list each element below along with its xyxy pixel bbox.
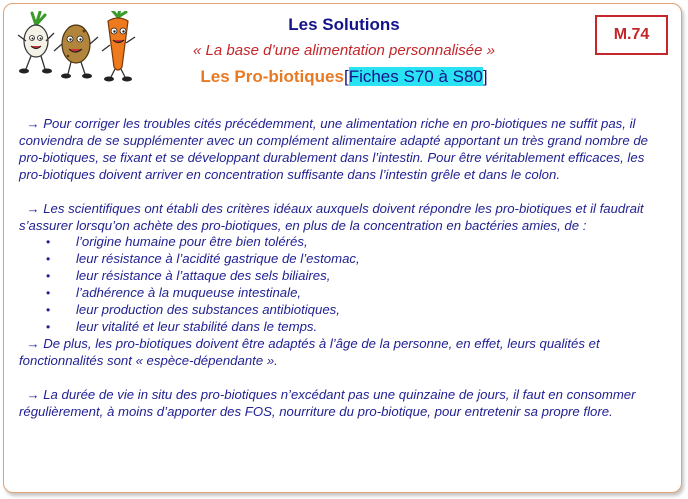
list-item: • leur production des substances antibiotiques, bbox=[46, 302, 340, 318]
fiches-reference: Fiches S70 à S80 bbox=[348, 67, 483, 86]
page-subtitle: « La base d’une alimentation personnalisée » bbox=[193, 42, 495, 59]
list-item: • l’adhérence à la muqueuse intestinale, bbox=[46, 285, 302, 301]
paragraph-lifetime bbox=[19, 387, 669, 421]
paragraph-text: Pour corriger les troubles cités précédemment, une alimentation riche en pro-biotiques ne suffit pas, il conviendra de se supplémenter avec un complément alimentaire adapté apportant un très grand nombre de pro-biotiques, se fixant et se développant durablement dans l’intestin. Pour être véritablement efficaces, les pro-biotiques doivent arriver en concentration suffisante dans l’intestin grêle et dans le colon. bbox=[19, 116, 648, 182]
arrow-icon: → bbox=[26, 386, 40, 402]
topic-name: Les Pro-biotiques bbox=[200, 67, 344, 86]
paragraph-correction bbox=[19, 116, 669, 184]
bullet-icon: • bbox=[46, 252, 51, 267]
criteria-list bbox=[19, 234, 669, 335]
bullet-icon: • bbox=[46, 303, 51, 318]
paragraph-text: Les scientifiques ont établi des critères idéaux auxquels doivent répondre les pro-biotiques et il faudrait s’assurer lorsqu’on achète des pro-biotiques, en plus de la concentration en bactéries amies, de : bbox=[19, 200, 644, 233]
paragraph-text: De plus, les pro-biotiques doivent être adaptés à l’âge de la personne, en effet, leurs qualités et fonctionnalités sont « espèce-dépendante ». bbox=[19, 335, 600, 368]
bullet-icon: • bbox=[46, 269, 51, 284]
page-title: Les Solutions bbox=[288, 15, 400, 34]
page-code-badge: M.74 bbox=[595, 15, 668, 55]
bullet-icon: • bbox=[46, 319, 51, 334]
arrow-icon: → bbox=[26, 335, 40, 351]
topic-heading bbox=[0, 67, 688, 87]
bracket-close: ] bbox=[482, 67, 488, 86]
list-item: • leur vitalité et leur stabilité dans le temps. bbox=[46, 318, 318, 334]
list-item: • leur résistance à l’acidité gastrique de l’estomac, bbox=[46, 251, 360, 267]
list-item: • leur résistance à l’attaque des sels biliaires, bbox=[46, 268, 331, 284]
paragraph-text: La durée de vie in situ des pro-biotiques n’excédant pas une quinzaine de jours, il faut en consommer régulièrement, à moins d’apporter des FOS, nourriture du pro-biotique, pour entretenir sa propre flore. bbox=[19, 386, 636, 419]
body-content bbox=[19, 116, 669, 421]
bullet-icon: • bbox=[46, 286, 51, 301]
bracket-open: [ bbox=[343, 67, 349, 86]
list-item: • l’origine humaine pour être bien tolérés, bbox=[46, 234, 308, 250]
paragraph-age bbox=[19, 336, 669, 370]
arrow-icon: → bbox=[26, 200, 40, 216]
arrow-icon: → bbox=[26, 116, 40, 131]
bullet-icon: • bbox=[46, 235, 51, 250]
paragraph-criteria-intro bbox=[19, 201, 669, 235]
